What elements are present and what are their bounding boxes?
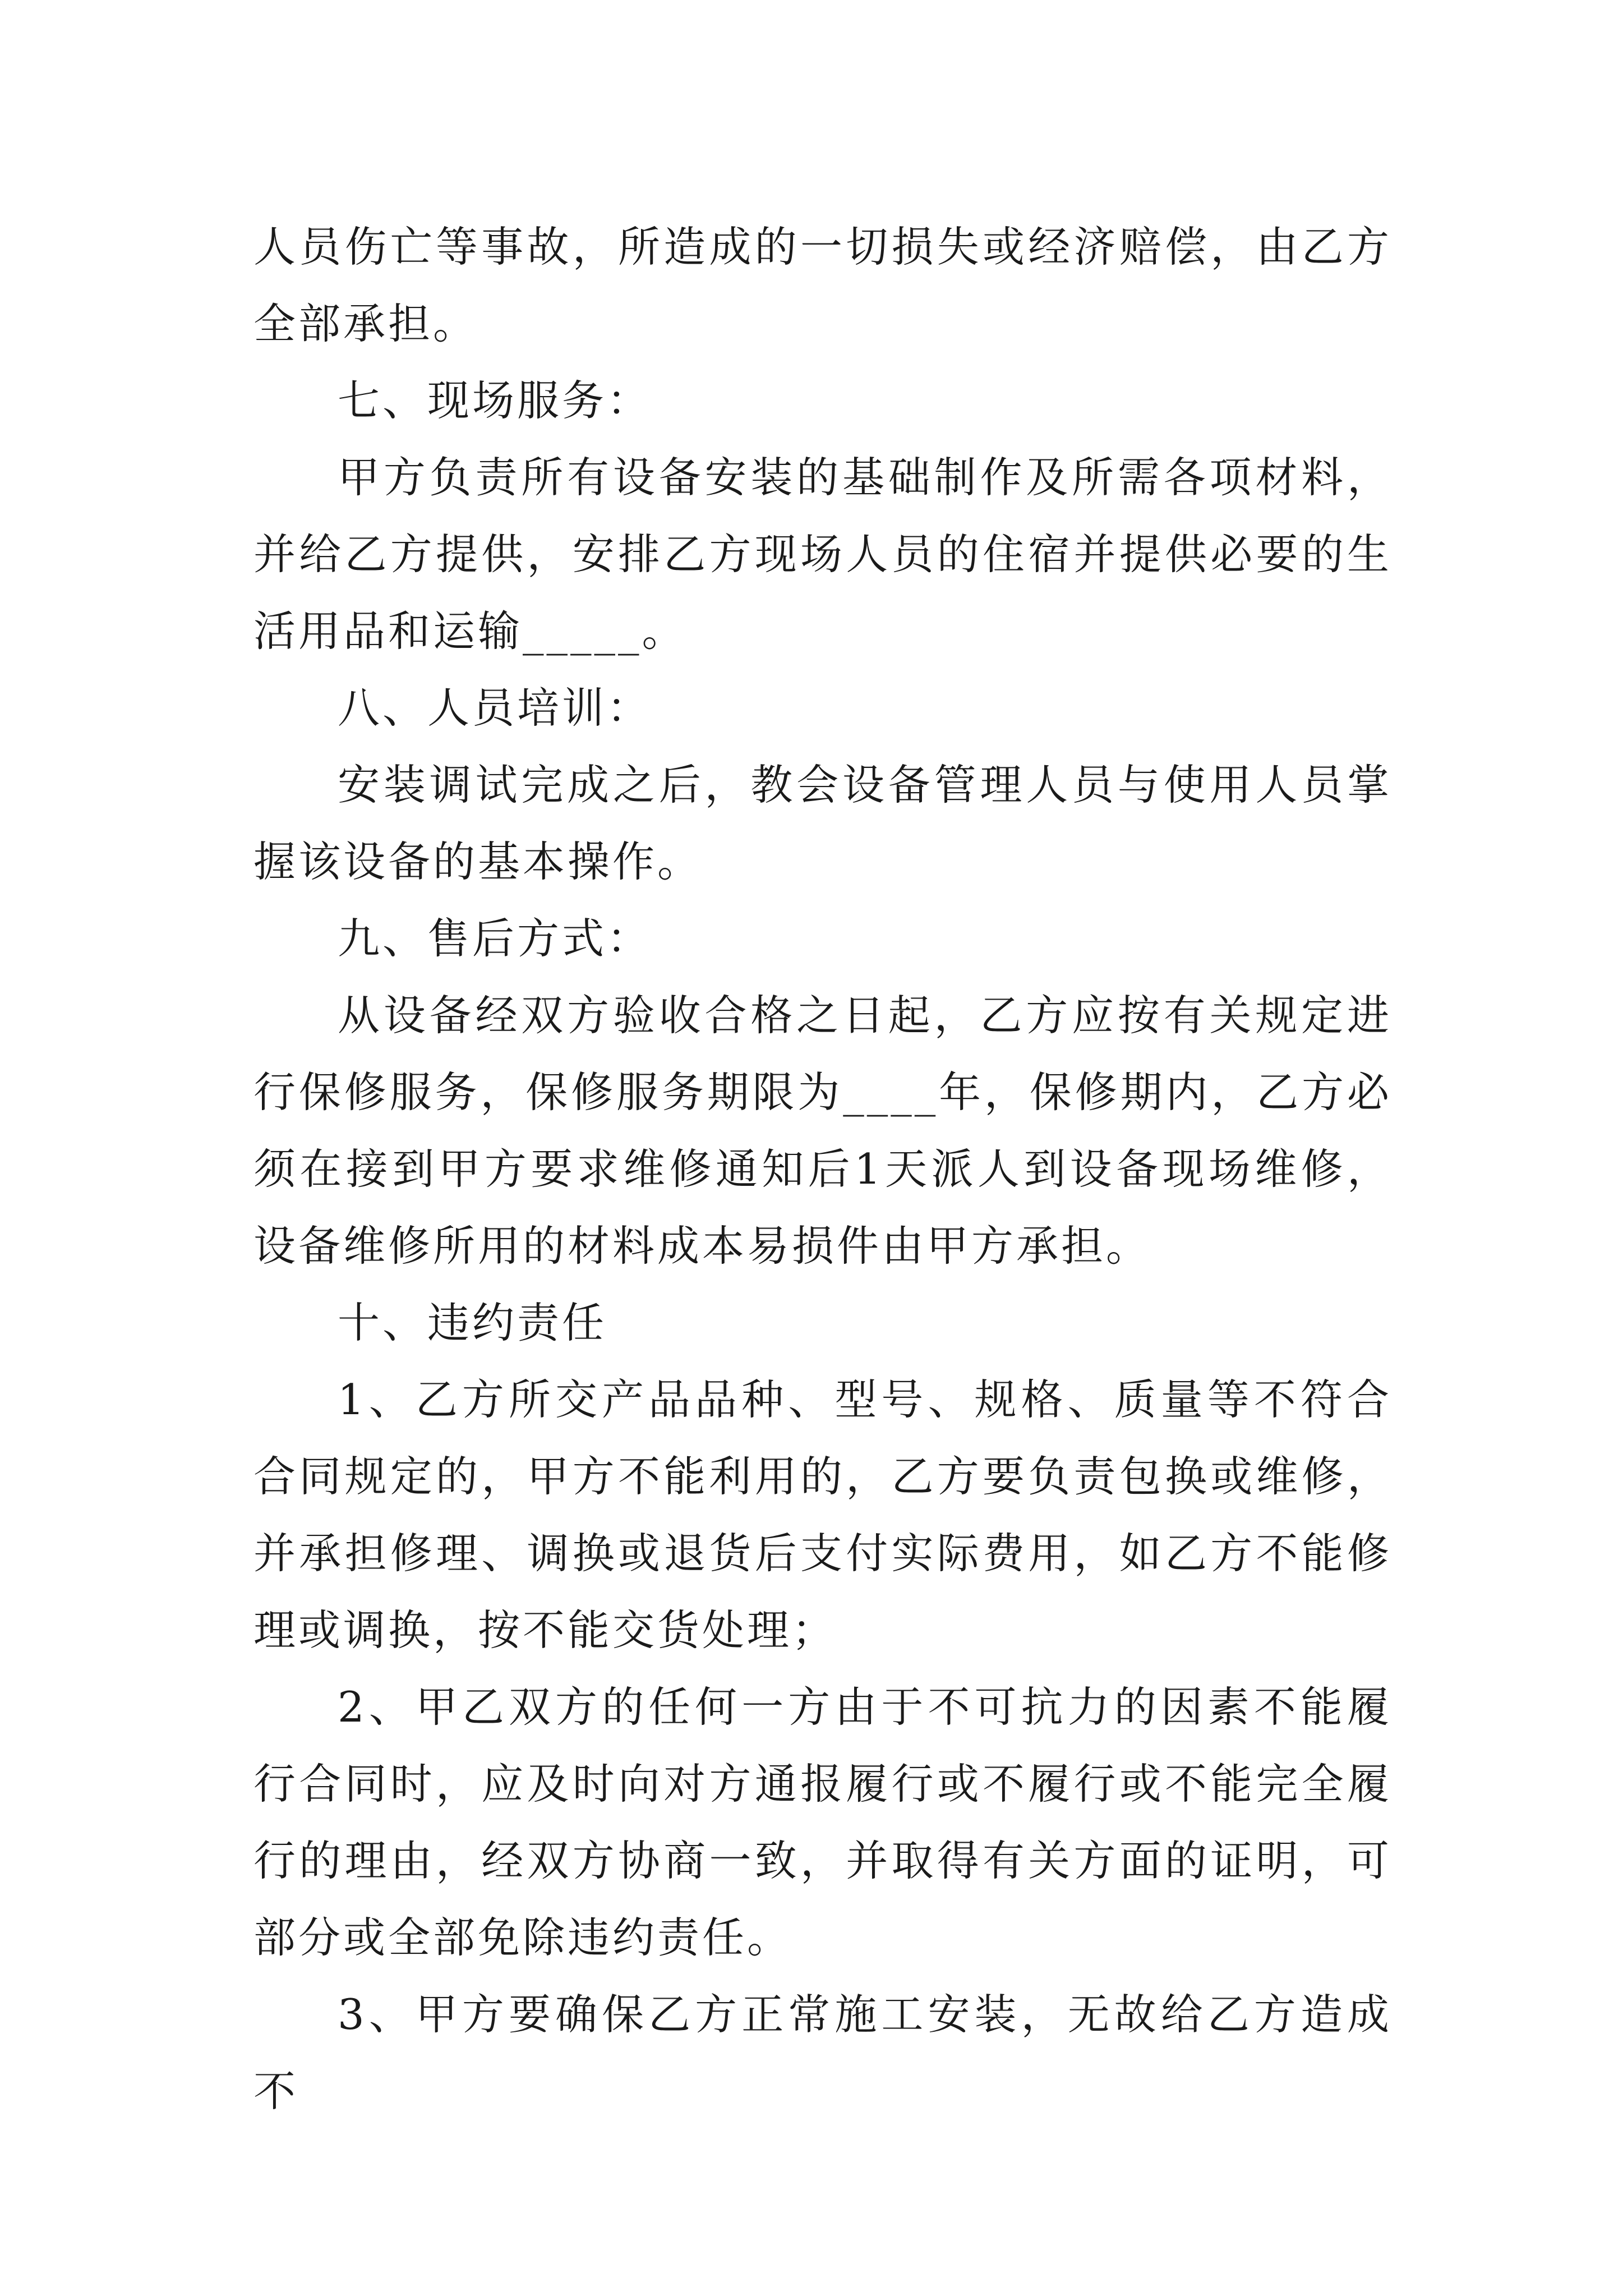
document-page <box>253 209 1392 2130</box>
paragraph-after-sales: 从设备经双方验收合格之日起，乙方应按有关规定进行保修服务，保修服务期限为____年，保修期内，乙方必须在接到甲方要求维修通知后1天派人到设备现场维修，设备维修所用的材料成本易损件由甲方承担。 <box>253 991 1392 1271</box>
heading-staff-training: 八、人员培训： <box>338 683 652 733</box>
paragraph-breach-item-2: 2、甲乙双方的任何一方由于不可抗力的因素不能履行合同时，应及时向对方通报履行或不履行或不能完全履行的理由，经双方协商一致，并取得有关方面的证明，可部分或全部免除违约责任。 <box>253 1682 1392 1962</box>
paragraph-breach-item-3: 3、甲方要确保乙方正常施工安装，无故给乙方造成不 <box>253 1990 1392 2116</box>
paragraph-accident-liability: 人员伤亡等事故，所造成的一切损失或经济赔偿，由乙方全部承担。 <box>253 222 1392 348</box>
paragraph-staff-training: 安装调试完成之后，教会设备管理人员与使用人员掌握该设备的基本操作。 <box>253 760 1392 886</box>
heading-onsite-service: 七、现场服务： <box>338 376 652 425</box>
paragraph-breach-item-1: 1、乙方所交产品品种、型号、规格、质量等不符合合同规定的，甲方不能利用的，乙方要负责包换或维修，并承担修理、调换或退货后支付实际费用，如乙方不能修理或调换，按不能交货处理； <box>253 1375 1392 1655</box>
heading-after-sales: 九、售后方式： <box>338 914 652 963</box>
heading-breach-liability: 十、违约责任 <box>338 1298 607 1347</box>
paragraph-onsite-service: 甲方负责所有设备安装的基础制作及所需各项材料，并给乙方提供，安排乙方现场人员的住宿并提供必要的生活用品和运输_____。 <box>253 453 1392 656</box>
